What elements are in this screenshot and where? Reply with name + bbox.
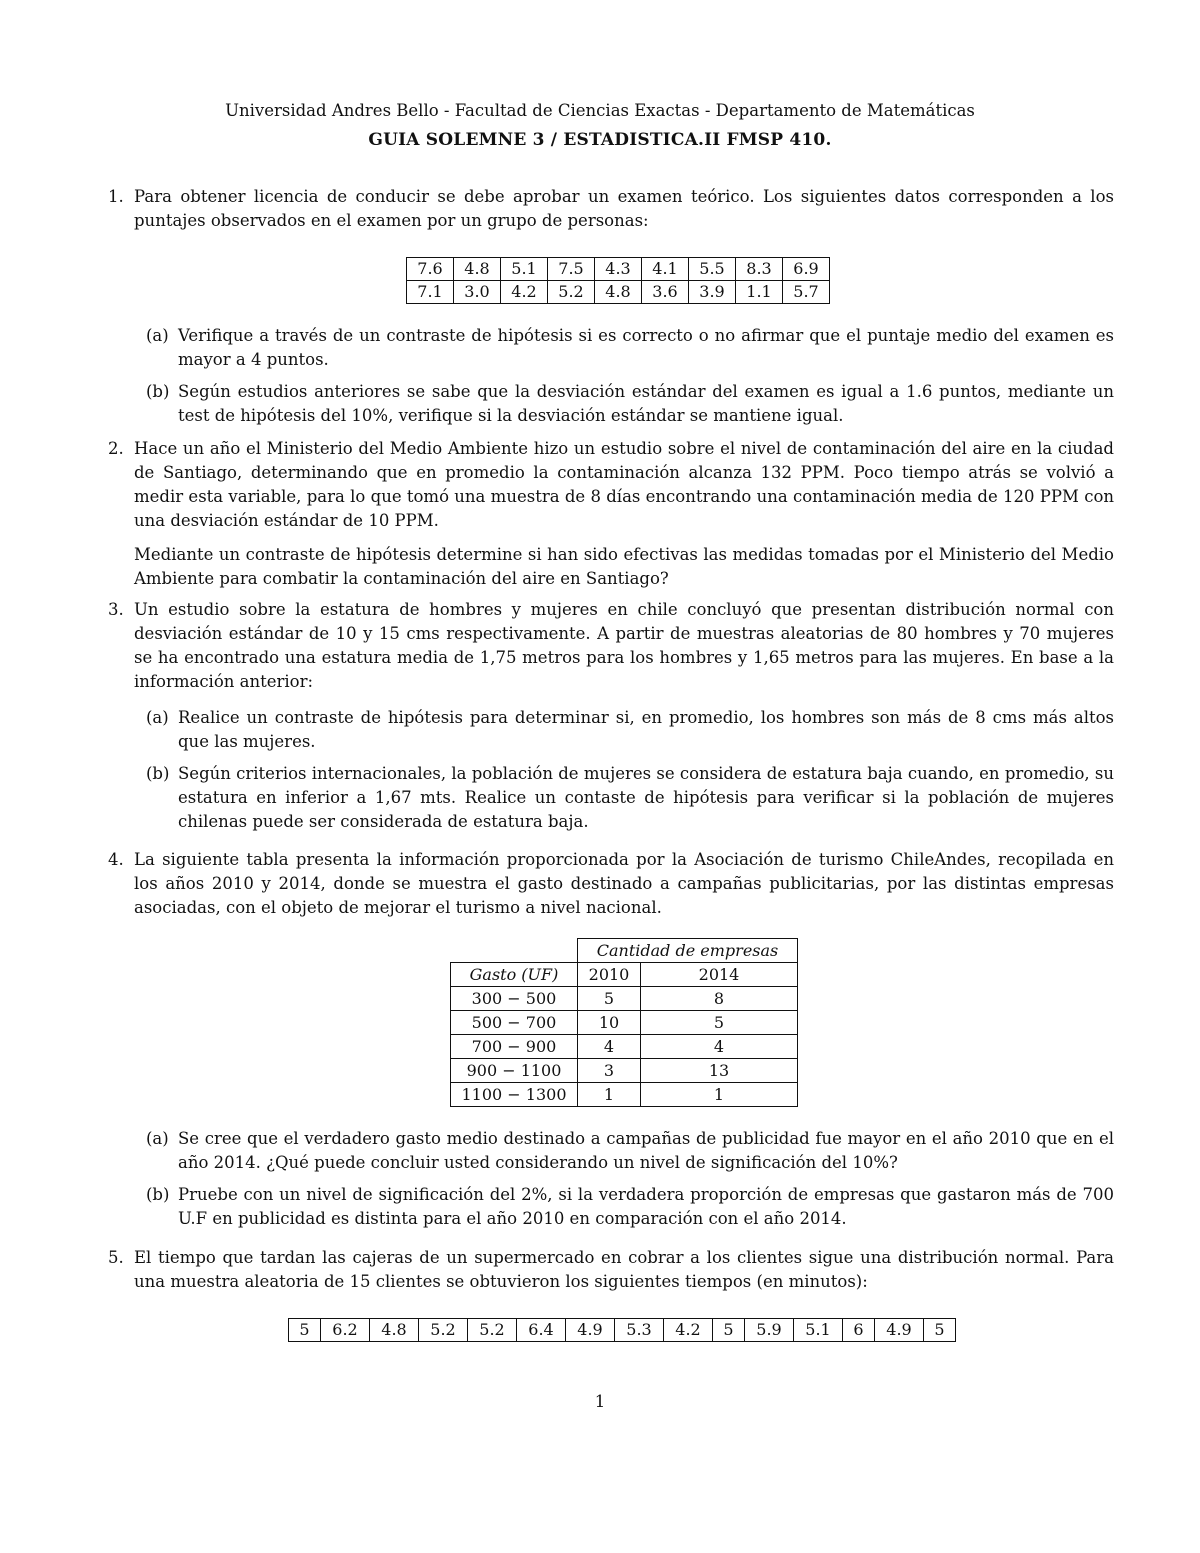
table-cell: 8.3 xyxy=(736,258,783,281)
table-cell: 5.9 xyxy=(745,1319,794,1342)
table-cell: 5.7 xyxy=(783,281,830,304)
column-header: 2010 xyxy=(578,963,641,987)
table-cell: 4.3 xyxy=(595,258,642,281)
problem-part xyxy=(134,706,1114,754)
table-cell: 5 xyxy=(924,1319,956,1342)
times-table xyxy=(288,1318,956,1342)
table-cell: 3.0 xyxy=(454,281,501,304)
table-cell: 700 − 900 xyxy=(451,1035,578,1059)
part-text: Según criterios internacionales, la población de mujeres se considera de estatura baja cuando, en promedio, su estatura en inferior a 1,67 mts. Realice un contaste de hipótesis para verificar si la población de mujeres chilenas puede ser considerada de estatura baja. xyxy=(178,764,1114,831)
table-cell: 4.9 xyxy=(875,1319,924,1342)
document-title: GUIA SOLEMNE 3 / ESTADISTICA.II FMSP 410. xyxy=(368,130,832,150)
scores-table xyxy=(406,257,830,304)
table-cell: 5.2 xyxy=(548,281,595,304)
table-row xyxy=(451,939,798,963)
table-cell: 900 − 1100 xyxy=(451,1059,578,1083)
problem-part xyxy=(134,380,1114,428)
problem-number: 1. xyxy=(108,187,124,206)
table-cell: 5 xyxy=(713,1319,745,1342)
table-cell: 6.4 xyxy=(517,1319,566,1342)
problem-part xyxy=(134,762,1114,834)
table-cell: 4 xyxy=(641,1035,798,1059)
table-row xyxy=(451,1059,798,1083)
table-cell: 4.8 xyxy=(454,258,501,281)
table-row xyxy=(289,1319,956,1342)
table-cell: 4.8 xyxy=(370,1319,419,1342)
problem-text-continued: Mediante un contraste de hipótesis determine si han sido efectivas las medidas tomadas por el Ministerio del Medio Ambiente para combatir la contaminación del aire en Santiago? xyxy=(134,545,1114,588)
table-cell: 300 − 500 xyxy=(451,987,578,1011)
table-cell-empty xyxy=(451,939,578,963)
table-cell: 500 − 700 xyxy=(451,1011,578,1035)
table-cell: 5.5 xyxy=(689,258,736,281)
part-text: Según estudios anteriores se sabe que la desviación estándar del examen es igual a 1.6 puntos, mediante un test de hipótesis del 10%, verifique si la desviación estándar se mantiene igual. xyxy=(178,382,1114,425)
problem-text: Hace un año el Ministerio del Medio Ambiente hizo un estudio sobre el nivel de contaminación del aire en la ciudad de Santiago, determinando que en promedio la contaminación alcanza 132 PPM. Poco tiempo atrás se volvió a medir esta variable, para lo que tomó una muestra de 8 días encontrando una contaminación media de 120 PPM con una desviación estándar de 10 PPM. xyxy=(134,439,1114,530)
part-label: (b) xyxy=(146,1185,170,1204)
table-row xyxy=(451,1083,798,1107)
table-cell: 8 xyxy=(641,987,798,1011)
part-label: (a) xyxy=(146,708,169,727)
table-cell: 5.1 xyxy=(501,258,548,281)
part-text: Realice un contraste de hipótesis para determinar si, en promedio, los hombres son más de 8 cms más altos que las mujeres. xyxy=(178,708,1114,751)
expenses-table xyxy=(450,938,798,1107)
table-cell: 3.9 xyxy=(689,281,736,304)
table-cell: 1.1 xyxy=(736,281,783,304)
problem-part xyxy=(134,1127,1114,1175)
problem-part xyxy=(134,324,1114,372)
table-cell: 6.9 xyxy=(783,258,830,281)
table-row xyxy=(451,1035,798,1059)
group-header: Cantidad de empresas xyxy=(578,939,798,963)
table-cell: 4.1 xyxy=(642,258,689,281)
table-row xyxy=(407,281,830,304)
table-cell: 4.9 xyxy=(566,1319,615,1342)
column-header: Gasto (UF) xyxy=(451,963,578,987)
table-cell: 10 xyxy=(578,1011,641,1035)
part-label: (b) xyxy=(146,382,170,401)
problem-number: 5. xyxy=(108,1248,124,1267)
problem-text: Para obtener licencia de conducir se debe aprobar un examen teórico. Los siguientes datos corresponden a los puntajes observados en el examen por un grupo de personas: xyxy=(134,187,1114,230)
table-cell: 4.2 xyxy=(501,281,548,304)
part-text: Verifique a través de un contraste de hipótesis si es correcto o no afirmar que el puntaje medio del examen es mayor a 4 puntos. xyxy=(178,326,1114,369)
page-number: 1 xyxy=(594,1392,606,1411)
table-cell: 5 xyxy=(289,1319,321,1342)
part-label: (a) xyxy=(146,326,169,345)
column-header: 2014 xyxy=(641,963,798,987)
table-cell: 5.2 xyxy=(419,1319,468,1342)
table-row xyxy=(407,258,830,281)
table-cell: 5.2 xyxy=(468,1319,517,1342)
table-cell: 5.1 xyxy=(794,1319,843,1342)
table-cell: 1 xyxy=(641,1083,798,1107)
table-cell: 4.2 xyxy=(664,1319,713,1342)
table-cell: 1100 − 1300 xyxy=(451,1083,578,1107)
part-text: Se cree que el verdadero gasto medio destinado a campañas de publicidad fue mayor en el año 2010 que en el año 2014. ¿Qué puede concluir usted considerando un nivel de significación del 10%? xyxy=(178,1129,1114,1172)
part-label: (a) xyxy=(146,1129,169,1148)
part-text: Pruebe con un nivel de significación del 2%, si la verdadera proporción de empresas que gastaron más de 700 U.F en publicidad es distinta para el año 2010 en comparación con el año 2014. xyxy=(178,1185,1114,1228)
problem-text: Un estudio sobre la estatura de hombres y mujeres en chile concluyó que presentan distribución normal con desviación estándar de 10 y 15 cms respectivamente. A partir de muestras aleatorias de 80 hombres y 70 mujeres se ha encontrado una estatura media de 1,75 metros para los hombres y 1,65 metros para las mujeres. En base a la información anterior: xyxy=(134,600,1114,691)
problem-3 xyxy=(108,598,1114,834)
table-cell: 3 xyxy=(578,1059,641,1083)
problem-number: 3. xyxy=(108,600,124,619)
table-cell: 6.2 xyxy=(321,1319,370,1342)
table-cell: 4.8 xyxy=(595,281,642,304)
problem-number: 4. xyxy=(108,850,124,869)
part-label: (b) xyxy=(146,764,170,783)
problem-2 xyxy=(108,437,1114,591)
problem-4 xyxy=(108,848,1114,1231)
university-header: Universidad Andres Bello - Facultad de Ciencias Exactas - Departamento de Matemáticas xyxy=(225,101,975,120)
table-cell: 1 xyxy=(578,1083,641,1107)
table-cell: 5 xyxy=(641,1011,798,1035)
table-cell: 13 xyxy=(641,1059,798,1083)
table-cell: 6 xyxy=(843,1319,875,1342)
problem-number: 2. xyxy=(108,439,124,458)
table-cell: 4 xyxy=(578,1035,641,1059)
table-row xyxy=(451,1011,798,1035)
table-cell: 3.6 xyxy=(642,281,689,304)
table-cell: 5 xyxy=(578,987,641,1011)
problem-part xyxy=(134,1183,1114,1231)
problem-text: La siguiente tabla presenta la información proporcionada por la Asociación de turismo ChileAndes, recopilada en los años 2010 y 2014, donde se muestra el gasto destinado a campañas publicitarias, por las distintas empresas asociadas, con el objeto de mejorar el turismo a nivel nacional. xyxy=(134,850,1114,917)
table-row xyxy=(451,987,798,1011)
table-header-row xyxy=(451,963,798,987)
problem-1 xyxy=(108,185,1114,428)
problem-text: El tiempo que tardan las cajeras de un supermercado en cobrar a los clientes sigue una distribución normal. Para una muestra aleatoria de 15 clientes se obtuvieron los siguientes tiempos (en minutos): xyxy=(134,1248,1114,1291)
table-cell: 7.6 xyxy=(407,258,454,281)
table-cell: 5.3 xyxy=(615,1319,664,1342)
table-cell: 7.5 xyxy=(548,258,595,281)
problem-5 xyxy=(108,1246,1114,1342)
table-cell: 7.1 xyxy=(407,281,454,304)
